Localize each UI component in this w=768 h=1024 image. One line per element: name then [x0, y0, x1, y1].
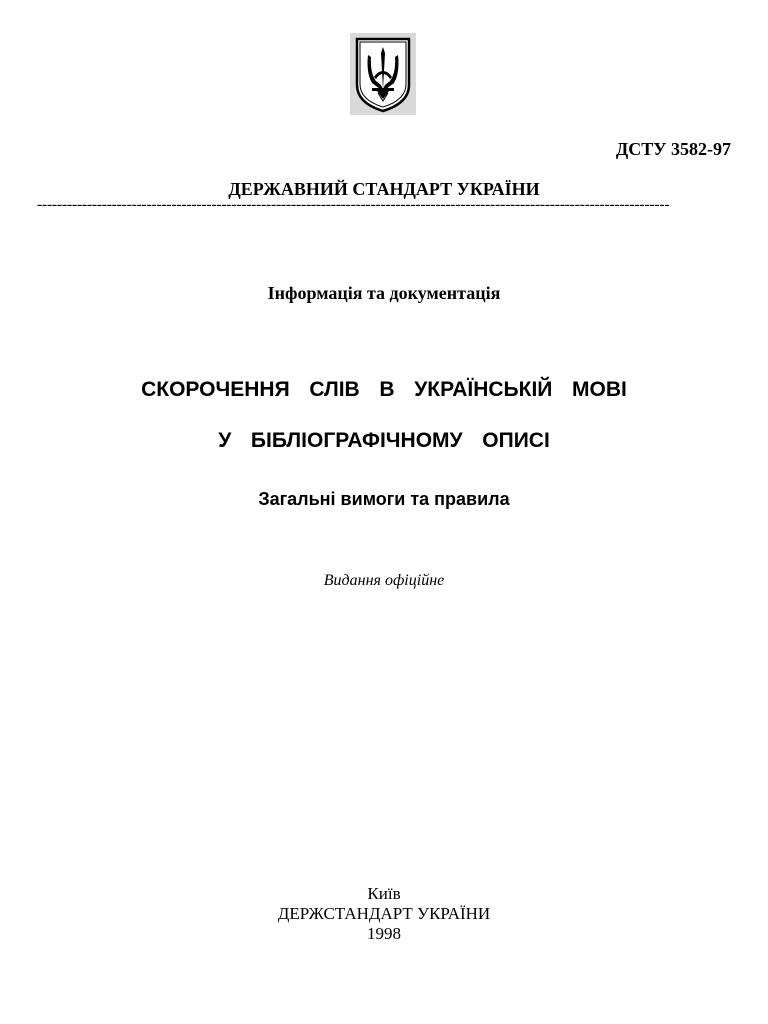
dashed-divider: ------------------------------------------------------------------------------------------------------------------------------- — [37, 196, 670, 213]
imprint-block — [0, 884, 768, 944]
imprint-year: 1998 — [367, 924, 401, 943]
subtitle: Загальні вимоги та правила — [258, 489, 510, 509]
document-code: ДСТУ 3582-97 — [615, 139, 731, 159]
section-heading: Інформація та документація — [267, 283, 501, 303]
imprint-publisher: ДЕРЖСТАНДАРТ УКРАЇНИ — [277, 904, 491, 923]
imprint-city: Київ — [367, 884, 401, 903]
title-line-1: СКОРОЧЕННЯ СЛІВ В УКРАЇНСЬКІЙ МОВІ — [141, 378, 627, 401]
title-line-2: У БІБЛІОГРАФІЧНОМУ ОПИСІ — [218, 429, 550, 452]
tryzub-coat-of-arms-icon — [350, 33, 416, 115]
edition-note: Видання офіційне — [323, 572, 445, 589]
state-standard-heading: ДЕРЖАВНИЙ СТАНДАРТ УКРАЇНИ — [228, 179, 540, 199]
